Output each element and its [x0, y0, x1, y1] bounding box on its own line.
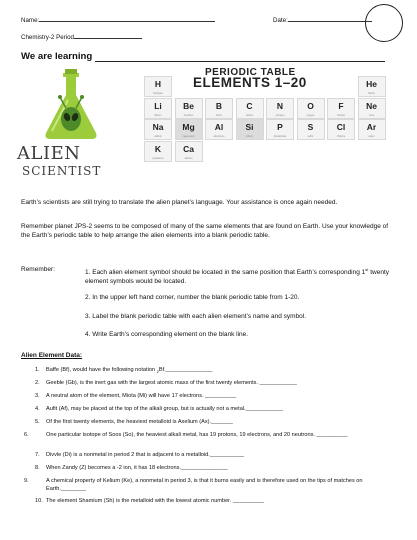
logo-subtitle: SCIENTIST — [22, 164, 102, 178]
data-item-number: 1. — [35, 367, 40, 373]
element-cell — [205, 119, 233, 140]
date-blank[interactable] — [288, 21, 372, 22]
element-symbol: H — [154, 79, 162, 89]
element-cell — [144, 98, 172, 119]
element-name: helium — [367, 92, 376, 95]
element-name: oxygen — [306, 113, 315, 117]
element-cell — [327, 119, 355, 140]
data-item — [35, 465, 390, 473]
element-cell — [175, 119, 203, 140]
element-name: nitrogen — [275, 113, 285, 117]
period-label: Chemistry-2 Period — [21, 34, 74, 41]
data-item-text-end: Bf._______________ — [158, 367, 213, 373]
element-symbol: Li — [154, 100, 162, 111]
remember-item — [85, 331, 390, 340]
data-item-number: 4. — [35, 406, 40, 412]
periodic-table-subtitle: ELEMENTS 1–20 — [193, 75, 307, 90]
data-item — [35, 406, 390, 414]
element-name: hydrogen — [153, 92, 163, 95]
data-item-text: Of the first twenty elements, the heaviest metalloid is Axelium (Ax)._______ — [46, 419, 233, 425]
element-symbol: Mg — [182, 122, 195, 132]
data-item-text: One particular isotope of Soos (So), the heaviest alkali metal, has 19 protons, 19 electrons, and 20 neutrons. __________ — [46, 432, 348, 438]
date-label: Date: — [273, 17, 288, 24]
element-cell — [144, 119, 172, 140]
element-name: fluorine — [337, 113, 345, 117]
element-symbol: Na — [152, 122, 164, 132]
element-name: argon — [368, 135, 375, 138]
remember-item-text: In the upper left hand corner, number the blank periodic table from 1-20. — [92, 294, 300, 301]
element-name: phosphorus — [273, 135, 287, 138]
intro-paragraph-1: Earth’s scientists are still trying to translate the alien planet’s language. Your assistance is once again needed. — [21, 199, 338, 206]
remember-item — [85, 266, 390, 286]
alien-flask-icon — [16, 67, 131, 147]
element-name: neon — [368, 113, 375, 117]
data-item — [35, 498, 390, 506]
element-cell — [236, 98, 264, 119]
element-cell — [266, 98, 294, 119]
data-item — [35, 393, 390, 401]
element-cell — [175, 98, 203, 119]
element-symbol: O — [307, 100, 314, 111]
element-symbol: Be — [183, 100, 194, 111]
data-item-text: Geeble (Gb), is the inert gas with the largest atomic mass of the first twenty elements. ____________ — [46, 380, 297, 386]
element-cell — [236, 119, 264, 140]
data-item — [35, 419, 390, 427]
element-symbol: Al — [214, 122, 224, 132]
data-item — [35, 367, 390, 376]
remember-item-text: Each alien element symbol should be located in the same position that Earth’s corresponding 1 — [92, 269, 366, 277]
data-item-number: 2. — [35, 380, 40, 386]
remember-item — [85, 313, 390, 322]
element-symbol: K — [154, 143, 162, 154]
data-item-sub: 2 — [156, 369, 159, 375]
element-symbol: Ar — [366, 122, 377, 132]
element-name: lithium — [154, 113, 162, 117]
element-cell — [175, 141, 203, 162]
element-name: magnesium — [182, 135, 195, 138]
data-item-text: A chemical property of Kelium (Ke), a nonmetal in period 3, is that it burns easily and is therefore used on the tips of matches on Earth.________ — [46, 478, 363, 492]
element-cell — [297, 98, 325, 119]
logo-title: ALIEN — [17, 143, 81, 164]
period-field[interactable] — [21, 34, 142, 41]
name-field[interactable] — [21, 17, 215, 24]
remember-item-text-end: twenty element symbols would be located. — [85, 269, 389, 285]
element-cell — [144, 141, 172, 162]
period-blank[interactable] — [74, 38, 142, 39]
element-cell — [358, 119, 386, 140]
element-symbol: N — [276, 100, 284, 111]
element-symbol: C — [246, 100, 253, 111]
data-item-number: 8. — [35, 465, 40, 471]
element-name: potassium — [152, 156, 164, 160]
name-label: Name: — [21, 17, 40, 24]
element-name: sulfur — [307, 135, 314, 138]
element-cell — [144, 76, 172, 97]
remember-item-text: Label the blank periodic table with each alien element’s name and symbol. — [92, 313, 307, 320]
element-symbol: B — [215, 100, 223, 111]
element-symbol: Ca — [183, 143, 194, 154]
data-item — [35, 380, 390, 388]
element-symbol: S — [307, 122, 314, 132]
data-item-text: A neutral atom of the element, Miota (Mi) will have 17 electrons. __________ — [46, 393, 237, 399]
data-item-number: 9. — [24, 478, 29, 484]
score-circle — [365, 4, 403, 42]
name-blank[interactable] — [39, 21, 215, 22]
element-name: chlorine — [336, 135, 346, 138]
data-item-number: 7. — [35, 452, 40, 458]
intro-paragraph-2: Remember planet JPS-2 seems to be composed of many of the same elements that are found on Earth. Use your knowledge of the Earth’s periodic table to help arrange the alien elements into a blank periodic table. — [21, 223, 389, 239]
element-cell — [358, 76, 386, 97]
element-name: silicon — [246, 135, 253, 138]
alien-data-title: Alien Element Data: — [21, 352, 83, 359]
element-cell — [358, 98, 386, 119]
data-item — [24, 478, 401, 493]
data-item — [35, 452, 390, 460]
element-name: boron — [215, 113, 223, 117]
element-cell — [327, 98, 355, 119]
remember-item-number: 3. — [85, 313, 91, 320]
element-symbol: F — [338, 100, 344, 111]
element-name: carbon — [245, 113, 254, 117]
remember-item-text: Write Earth’s corresponding element on the blank line. — [92, 331, 249, 338]
element-symbol: Si — [245, 122, 254, 132]
data-item — [24, 432, 401, 440]
data-item-text: Aufit (Af), may be placed at the top of the alkali group, but is actually not a metal.____________ — [46, 406, 283, 412]
data-item-number: 3. — [35, 393, 40, 399]
periodic-table-title: PERIODIC TABLE — [205, 67, 296, 78]
element-name: sodium — [154, 135, 162, 138]
element-name: beryllium — [183, 113, 194, 117]
date-field[interactable] — [273, 17, 372, 24]
remember-item-number: 1. — [85, 269, 91, 277]
learning-label: We are learning — [21, 51, 93, 62]
element-name: aluminium — [213, 135, 225, 138]
data-item-text: Divvle (Di) is a nonmetal in period 2 that is adjacent to a metalloid.___________ — [46, 452, 245, 458]
element-symbol: Cl — [336, 122, 346, 132]
element-symbol: P — [277, 122, 283, 132]
data-item-number: 6. — [24, 432, 29, 438]
remember-item-sup: st — [365, 267, 369, 272]
element-cell — [205, 98, 233, 119]
element-cell — [266, 119, 294, 140]
element-symbol: Ne — [366, 100, 377, 111]
data-item-number: 5. — [35, 419, 40, 425]
element-cell — [297, 119, 325, 140]
remember-label: Remember: — [21, 266, 55, 273]
data-item-text: The element Shamium (Sh) is the metalloid with the lowest atomic number. __________ — [46, 498, 264, 504]
learning-blank[interactable] — [95, 61, 385, 62]
remember-item — [85, 294, 390, 303]
data-item-number: 10. — [35, 498, 43, 504]
element-symbol: He — [366, 79, 377, 89]
remember-item-number: 4. — [85, 331, 91, 338]
element-name: calcium — [184, 156, 193, 160]
data-item-text: When Zandy (Z) becomes a -2 ion, it has 18 electrons._______________ — [46, 465, 228, 471]
data-item-text: Baffe (Bf), would have the following notation — [46, 367, 157, 373]
remember-item-number: 2. — [85, 294, 91, 301]
